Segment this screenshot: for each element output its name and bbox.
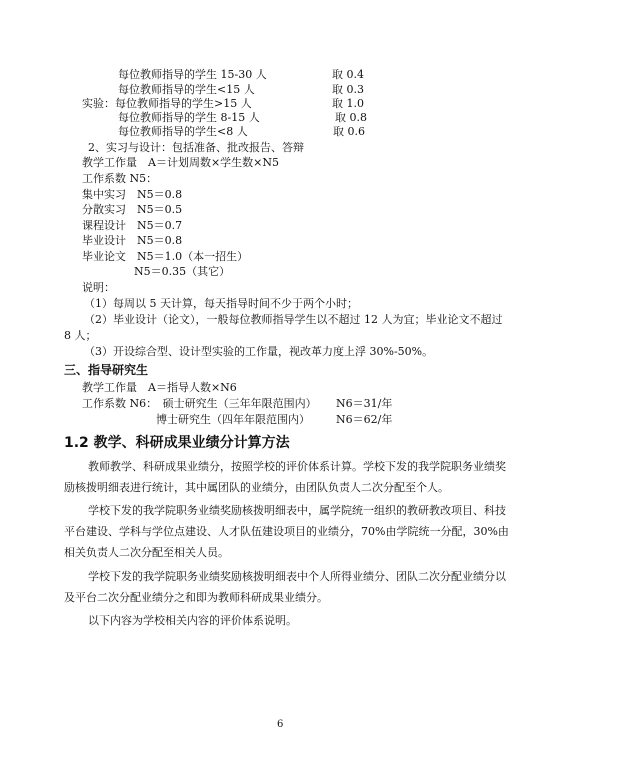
text-line: N5＝0.35（其它） bbox=[134, 265, 231, 278]
page-number: 6 bbox=[277, 719, 284, 730]
text-line: 分散实习 N5＝0.5 bbox=[82, 203, 183, 216]
text-line: 2、实习与设计：包括准备、批改报告、答辩 bbox=[88, 141, 304, 154]
paragraph: 以下内容为学校相关内容的评价体系说明。 bbox=[88, 614, 297, 627]
text-line: （1）每周以 5 天计算，每天指导时间不少于两个小时； bbox=[84, 297, 358, 310]
section-heading: 1.2 教学、科研成果业绩分计算方法 bbox=[64, 435, 290, 451]
text-line: （2）毕业设计（论文），一般每位教师指导学生以不超过 12 人为宜；毕业论文不超过 bbox=[84, 313, 503, 326]
coefficient-value: 取 0.3 bbox=[332, 83, 364, 96]
text-line: 说明： bbox=[82, 281, 115, 294]
coefficient-value: 取 0.6 bbox=[333, 125, 365, 138]
text-line: 8 人； bbox=[64, 329, 97, 342]
section-heading: 三、指导研究生 bbox=[64, 363, 149, 377]
text-line: 工作系数 N5： bbox=[82, 172, 158, 185]
text-line: 教学工作量 A＝计划周数×学生数×N5 bbox=[82, 156, 279, 169]
text-line: 实验：每位教师指导的学生>15 人 bbox=[82, 97, 252, 110]
text-line: 教学工作量 A＝指导人数×N6 bbox=[82, 381, 237, 394]
text-line: 每位教师指导的学生<8 人 bbox=[118, 125, 248, 138]
coefficient-value: 取 0.4 bbox=[332, 68, 364, 81]
text-line: 集中实习 N5＝0.8 bbox=[82, 188, 183, 201]
coefficient-value: N6＝31/年 bbox=[336, 397, 393, 410]
coefficient-value: 取 0.8 bbox=[335, 111, 367, 124]
paragraph: 教师教学、科研成果业绩分，按照学校的评价体系计算。学校下发的我学院职务业绩奖励核拨明细表进行统计，其中属团队的业绩分，由团队负责人二次分配至个人。 bbox=[64, 460, 506, 494]
coefficient-value: N6＝62/年 bbox=[336, 413, 393, 426]
text-line: 每位教师指导的学生 15-30 人 bbox=[118, 68, 267, 81]
coefficient-value: 取 1.0 bbox=[332, 97, 364, 110]
text-line: 博士研究生（四年年限范围内） bbox=[156, 413, 310, 426]
text-line: 毕业设计 N5＝0.8 bbox=[82, 234, 183, 247]
text-line: 工作系数 N6： 硕士研究生（三年年限范围内） bbox=[82, 397, 317, 410]
paragraph: 学校下发的我学院职务业绩奖励核拨明细表中个人所得业绩分、团队二次分配业绩分以及平台二次分配业绩分之和即为教师科研成果业绩分。 bbox=[64, 570, 506, 604]
text-line: 每位教师指导的学生<15 人 bbox=[118, 83, 255, 96]
text-line: （3）开设综合型、设计型实验的工作量，视改革力度上浮 30%-50%。 bbox=[84, 345, 434, 358]
paragraph: 学校下发的我学院职务业绩奖励核拨明细表中，属学院统一组织的教研教改项目、科技平台建设、学科与学位点建设、人才队伍建设项目的业绩分，70%由学院统一分配，30%由相关负责人二次分配至相关人员。 bbox=[64, 504, 509, 559]
text-line: 课程设计 N5＝0.7 bbox=[82, 219, 183, 232]
text-line: 毕业论文 N5＝1.0（本一招生） bbox=[82, 250, 249, 263]
text-line: 每位教师指导的学生 8-15 人 bbox=[118, 111, 260, 124]
